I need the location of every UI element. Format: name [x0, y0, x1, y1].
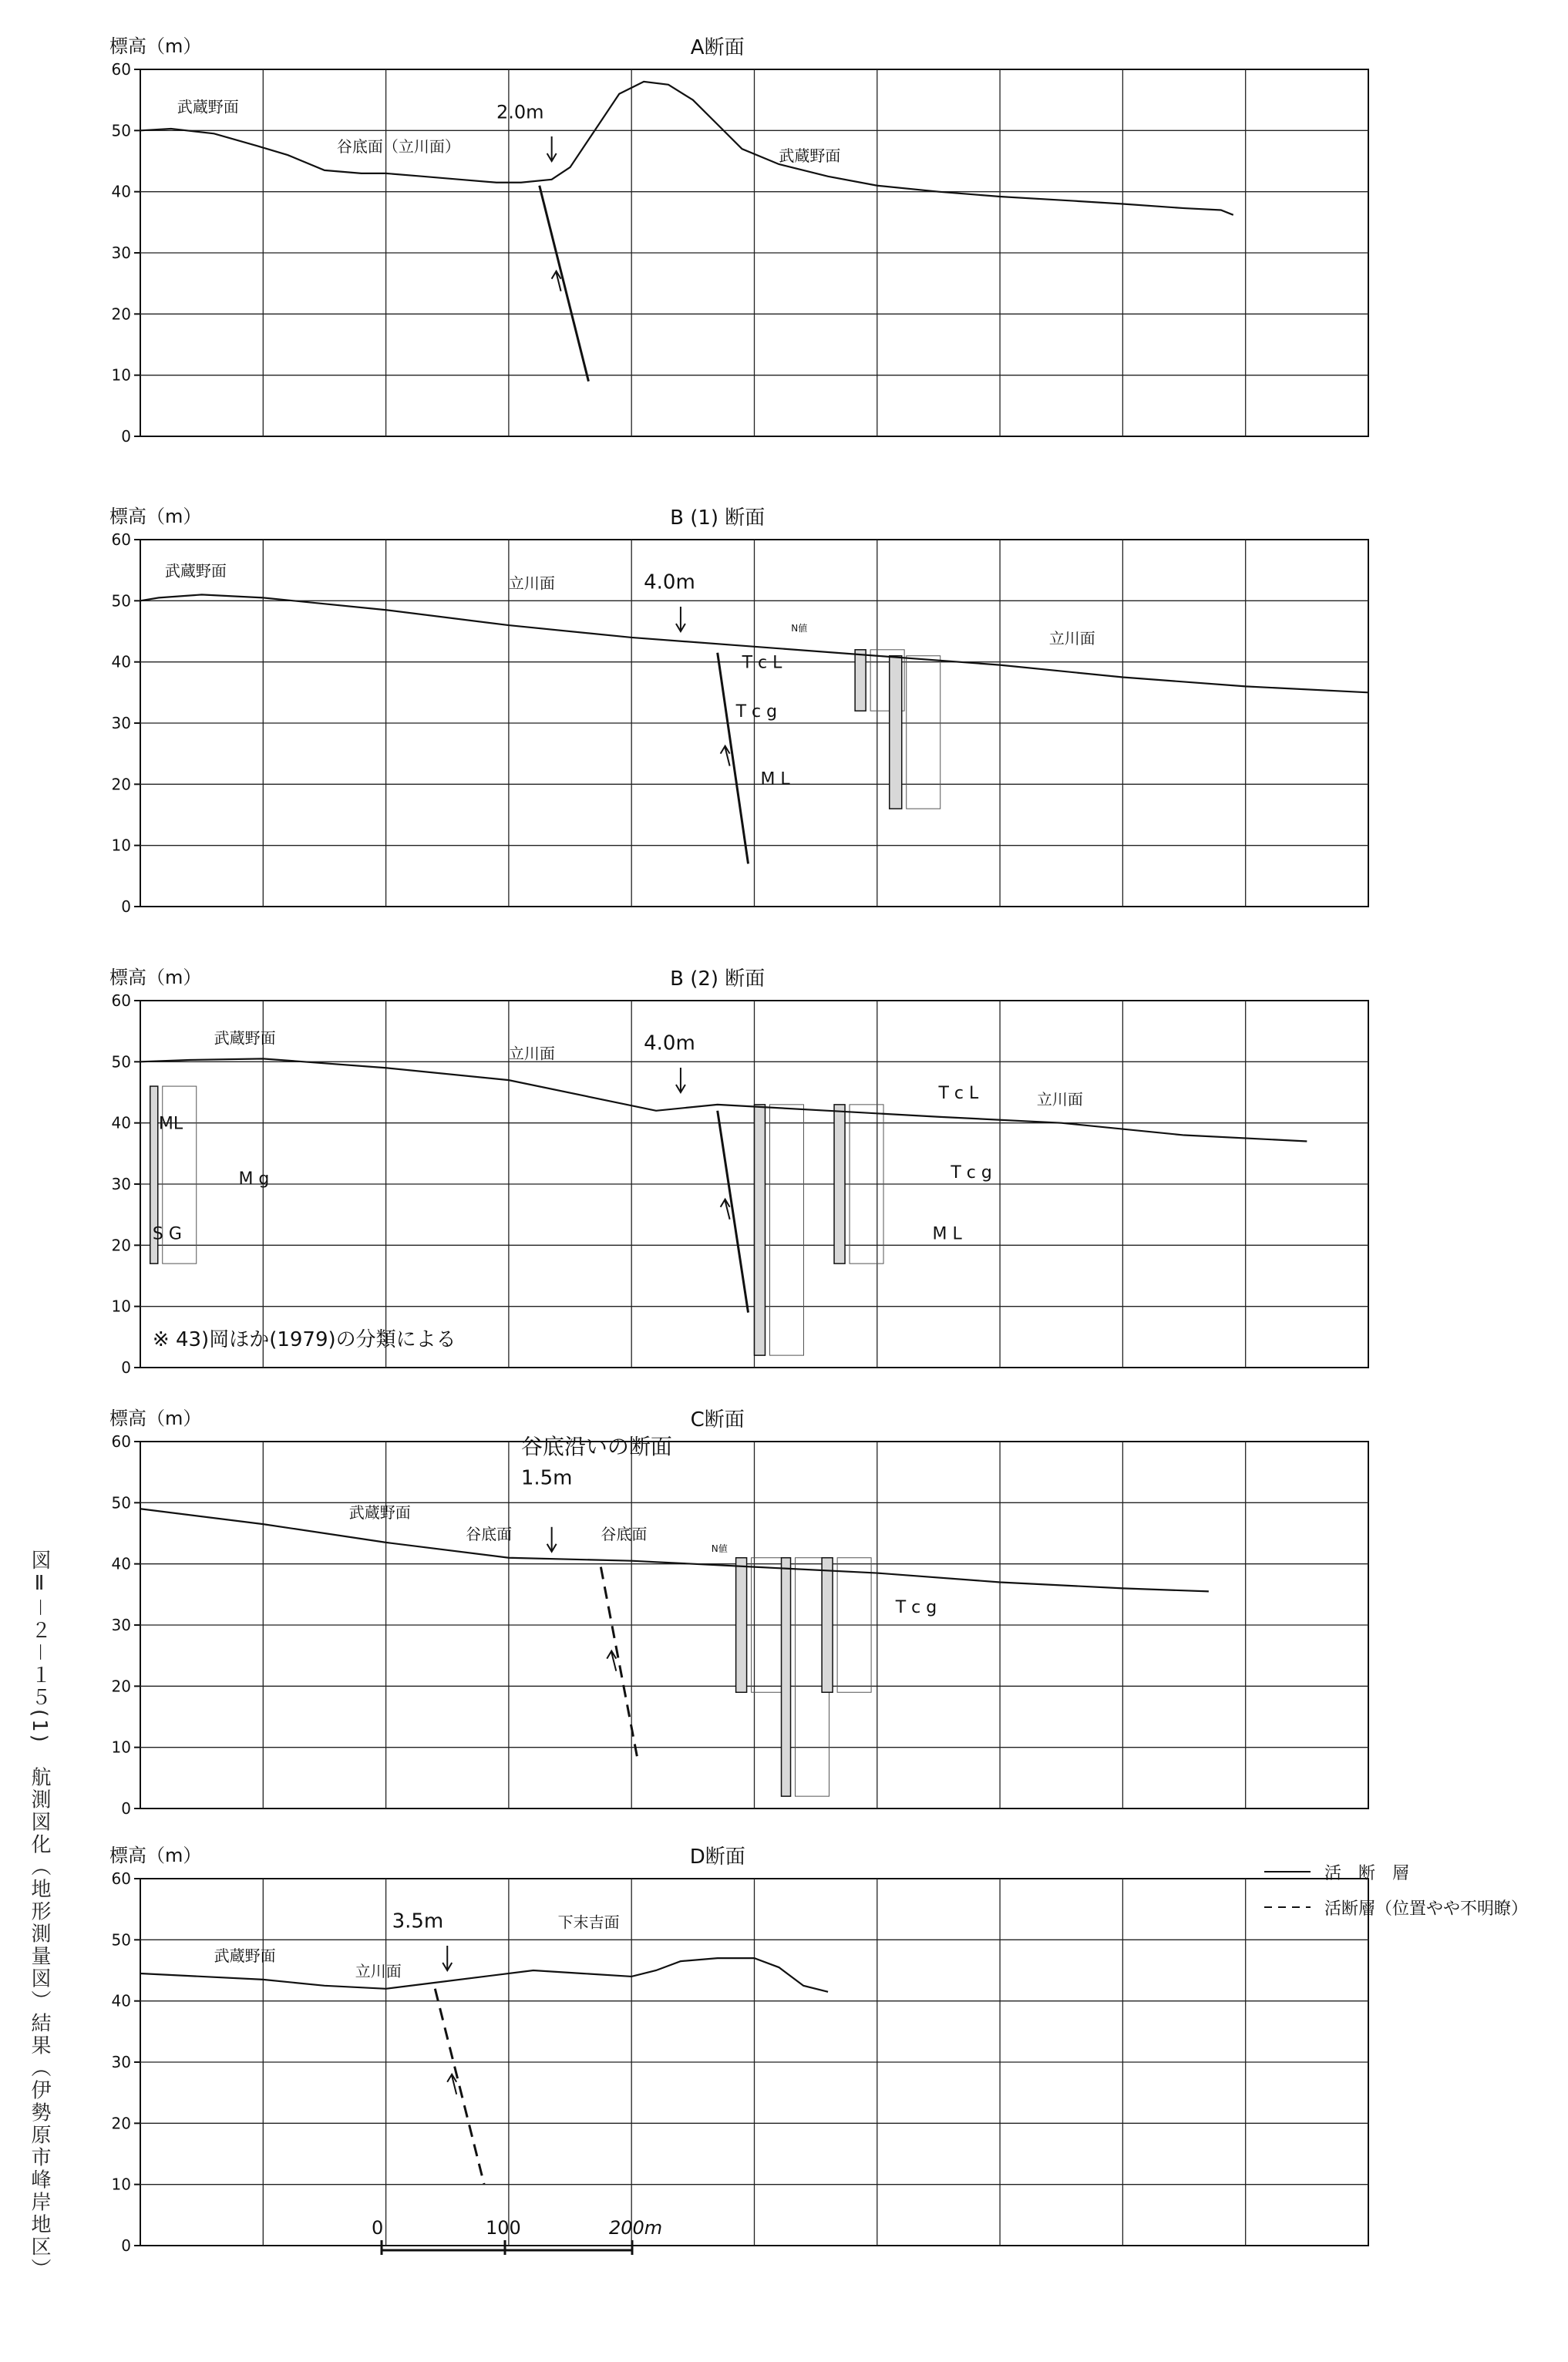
legend [1264, 1854, 1528, 1925]
y-tick-label: 60 [111, 1432, 131, 1451]
ground-profile-line [140, 1058, 1307, 1141]
ground-profile-line [140, 1509, 1209, 1591]
y-tick-label: 40 [111, 1991, 131, 2010]
y-tick-label: 40 [111, 652, 131, 671]
scale-label-200: 200m [609, 2217, 663, 2239]
section-title: B (1) 断面 [670, 506, 765, 530]
section-label-ml-left: ML [158, 1114, 183, 1134]
y-tick-label: 50 [111, 121, 131, 140]
section-label-musashino-left: 武蔵野面 [177, 97, 239, 116]
section-label-musashino: 武蔵野面 [348, 1503, 411, 1523]
section-label-tachikawa: 立川面 [355, 1961, 402, 1980]
y-tick-label: 10 [111, 1297, 131, 1316]
section-label-musashino: 武蔵野面 [214, 1028, 276, 1048]
section-label-offset: 2.0m [496, 101, 544, 123]
borehole-column [755, 1105, 765, 1355]
section-title: D断面 [689, 1846, 745, 1869]
y-tick-label: 60 [111, 991, 131, 1010]
legend-dashed [1264, 1889, 1528, 1925]
y-tick-label: 30 [111, 244, 131, 262]
section-label-tcg: T c g [951, 1163, 992, 1183]
section-label-tachikawa-right: 立川面 [1048, 628, 1095, 648]
fault-line [540, 186, 589, 382]
y-tick-label: 0 [121, 2236, 131, 2255]
slip-arrow-icon [607, 1651, 616, 1671]
y-tick-label: 40 [111, 1554, 131, 1573]
section-label-tcg: T c g [735, 702, 778, 722]
n-value-frame [907, 656, 940, 809]
section-panel-c [109, 1408, 1368, 1818]
y-tick-label: 20 [111, 2114, 131, 2133]
y-tick-label: 20 [111, 305, 131, 324]
y-tick-label: 20 [111, 1677, 131, 1696]
section-panel-b2 [109, 967, 1368, 1377]
fault-line [435, 1989, 484, 2185]
section-label-tcl: T c L [742, 653, 782, 673]
fault-line [601, 1567, 638, 1760]
y-tick-label: 30 [111, 1175, 131, 1193]
section-label-tcg: T c g [895, 1598, 937, 1618]
borehole-column [855, 650, 866, 711]
legend-solid-label: 活 断 層 [1324, 1863, 1410, 1883]
y-axis-label: 標高（m） [109, 35, 202, 57]
section-label-valley-left: 谷底面 [466, 1524, 513, 1543]
borehole-column [890, 656, 902, 809]
y-axis-label: 標高（m） [109, 1845, 202, 1866]
borehole-column [782, 1558, 791, 1796]
y-tick-label: 10 [111, 365, 131, 385]
y-tick-label: 0 [121, 1799, 131, 1818]
y-tick-label: 10 [111, 836, 131, 855]
y-tick-label: 60 [111, 60, 131, 79]
section-label-musashino: 武蔵野面 [164, 561, 227, 580]
section-label-valley-right: 谷底面 [601, 1524, 648, 1543]
section-label-offset: 1.5m [520, 1466, 573, 1490]
section-label-tcl: T c L [938, 1083, 979, 1103]
slip-arrow-icon [552, 271, 561, 291]
y-tick-label: 40 [111, 182, 131, 201]
scale-bar [372, 2217, 662, 2255]
y-tick-label: 0 [121, 1358, 131, 1377]
y-tick-label: 0 [121, 897, 131, 916]
borehole-column [822, 1558, 833, 1693]
section-label-sg: S G [152, 1224, 182, 1244]
section-label-tachikawa-right: 立川面 [1036, 1089, 1083, 1109]
section-title: C断面 [690, 1408, 745, 1432]
section-label-offset: 3.5m [392, 1909, 444, 1933]
legend-dashed-line-icon [1264, 1903, 1311, 1911]
y-axis-label: 標高（m） [109, 1408, 202, 1429]
y-axis-label: 標高（m） [109, 506, 202, 527]
y-tick-label: 50 [111, 591, 131, 611]
figure-caption: 図Ⅱ－２－１５(1) 航測図化（地形測量図）結果（伊勢原市峰岸地区） [28, 1549, 51, 2281]
section-label-tachikawa-left: 立川面 [508, 574, 555, 593]
fault-line [718, 653, 749, 864]
ground-profile-line [140, 82, 1233, 215]
slip-arrow-icon [721, 746, 730, 766]
section-label-valley-section: 谷底沿いの断面 [520, 1433, 672, 1459]
section-label-offset: 4.0m [644, 570, 695, 594]
section-label-ml-right: M L [932, 1224, 962, 1244]
section-label-mg: M g [238, 1169, 270, 1189]
section-panel-a [109, 35, 1368, 446]
scale-label-0: 0 [372, 2217, 384, 2239]
n-value-frame [770, 1105, 804, 1355]
y-tick-label: 20 [111, 1236, 131, 1255]
section-label-musashino-right: 武蔵野面 [779, 146, 841, 165]
section-label-n-value: N値 [791, 623, 808, 634]
fault-line [718, 1111, 749, 1313]
y-tick-label: 50 [111, 1930, 131, 1950]
section-label-musashino: 武蔵野面 [214, 1946, 276, 1966]
legend-solid-line-icon [1264, 1868, 1311, 1876]
y-tick-label: 50 [111, 1052, 131, 1072]
y-tick-label: 30 [111, 714, 131, 732]
y-tick-label: 20 [111, 775, 131, 794]
borehole-column [736, 1558, 747, 1693]
y-tick-label: 30 [111, 2053, 131, 2071]
section-label-note: ※ 43)岡ほか(1979)の分類による [152, 1328, 456, 1352]
section-title: A断面 [690, 36, 745, 59]
section-label-tachikawa-left: 立川面 [508, 1044, 555, 1063]
y-tick-label: 60 [111, 530, 131, 549]
y-axis-label: 標高（m） [109, 967, 202, 988]
section-label-n-value: N値 [711, 1543, 728, 1554]
slip-arrow-icon [721, 1200, 730, 1220]
section-panel-d [109, 1845, 1368, 2255]
y-tick-label: 0 [121, 427, 131, 446]
section-label-offset: 4.0m [644, 1031, 695, 1055]
section-label-valley: 谷底面（立川面） [336, 137, 460, 156]
section-label-ml: M L [760, 769, 790, 789]
y-tick-label: 10 [111, 1738, 131, 1757]
legend-dashed-label: 活断層（位置やや不明瞭） [1324, 1899, 1529, 1919]
y-tick-label: 60 [111, 1869, 131, 1888]
section-label-shimosuekichi: 下末吉面 [557, 1913, 620, 1932]
y-tick-label: 50 [111, 1493, 131, 1512]
y-tick-label: 40 [111, 1113, 131, 1132]
scale-label-100: 100 [486, 2217, 521, 2239]
y-tick-label: 30 [111, 1616, 131, 1634]
section-panel-b1 [109, 506, 1368, 916]
borehole-column [834, 1105, 845, 1263]
section-title: B (2) 断面 [670, 967, 765, 991]
slip-arrow-icon [447, 2074, 456, 2095]
legend-solid [1264, 1854, 1528, 1889]
y-tick-label: 10 [111, 2175, 131, 2194]
